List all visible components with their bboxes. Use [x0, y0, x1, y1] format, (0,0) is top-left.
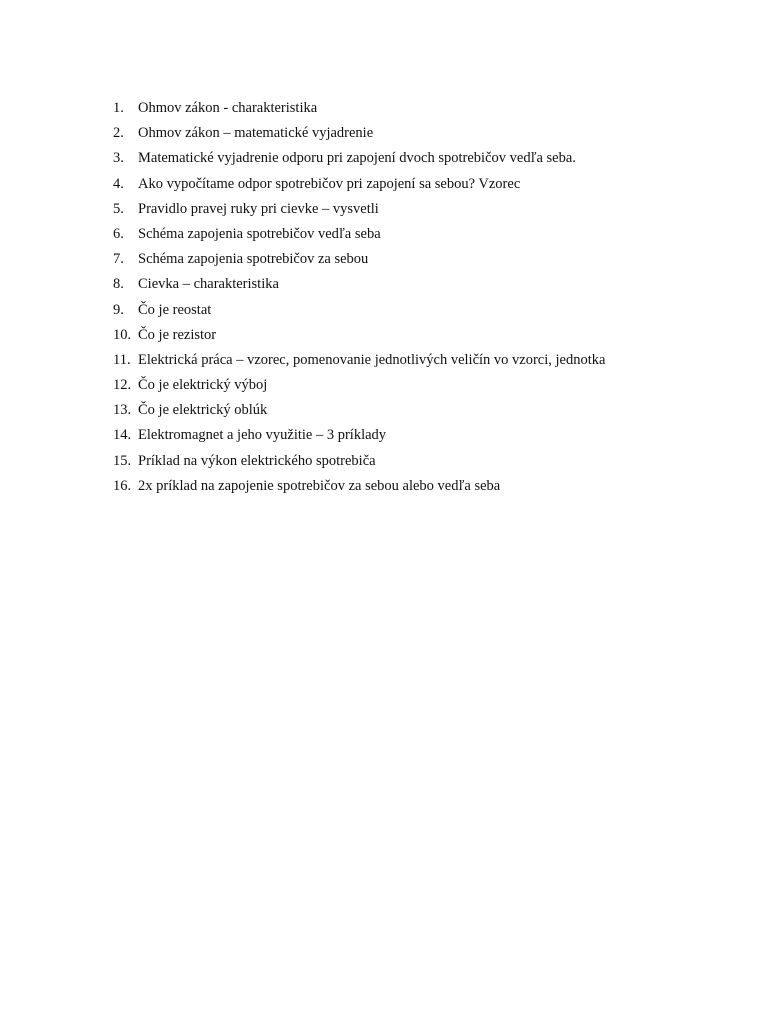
item-number: 12.: [113, 377, 132, 394]
list-item: [113, 449, 605, 474]
item-number: 1.: [113, 100, 124, 116]
list-item: [113, 197, 605, 222]
item-number: 9.: [113, 301, 124, 318]
item-text: Elektrická práca – vzorec, pomenovanie jednotlivých veličín vo vzorci, jednotka: [138, 351, 606, 368]
item-text: Elektromagnet a jeho využitie – 3 príklady: [138, 427, 387, 444]
question-list: [113, 96, 605, 499]
item-text: Príklad na výkon elektrického spotrebiča: [138, 452, 376, 469]
item-number: 2.: [113, 125, 124, 142]
item-number: 14.: [113, 427, 132, 444]
list-item: [113, 272, 605, 297]
item-number: 6.: [113, 225, 124, 242]
item-text: Pravidlo pravej ruky pri cievke – vysvetli: [138, 200, 379, 217]
item-number: 4.: [113, 175, 124, 192]
list-item: [113, 222, 605, 247]
item-number: 5.: [113, 200, 124, 217]
item-text: Čo je elektrický oblúk: [138, 402, 268, 419]
list-item: [113, 146, 605, 171]
item-number: 3.: [113, 150, 124, 167]
item-text: Matematické vyjadrenie odporu pri zapojení dvoch spotrebičov vedľa seba.: [138, 150, 576, 167]
item-number: 10.: [113, 326, 132, 343]
item-number: 11.: [113, 351, 131, 368]
list-item: [113, 423, 605, 448]
item-number: 15.: [113, 452, 132, 469]
item-text: Čo je elektrický výboj: [138, 377, 268, 394]
item-number: 8.: [113, 276, 124, 293]
item-number: 16.: [113, 477, 132, 494]
item-text: Schéma zapojenia spotrebičov za sebou: [138, 251, 369, 268]
list-item: [113, 121, 605, 146]
list-item: [113, 398, 605, 423]
item-text: Čo je rezistor: [138, 326, 217, 343]
item-text: Schéma zapojenia spotrebičov vedľa seba: [138, 225, 381, 242]
item-text: 2x príklad na zapojenie spotrebičov za sebou alebo vedľa seba: [138, 477, 501, 494]
list-item: [113, 373, 605, 398]
item-text: Cievka – charakteristika: [138, 276, 279, 293]
item-text: Ohmov zákon – matematické vyjadrenie: [138, 125, 374, 142]
item-text: Ako vypočítame odpor spotrebičov pri zapojení sa sebou? Vzorec: [138, 175, 521, 192]
list-item: [113, 96, 605, 121]
list-item: [113, 298, 605, 323]
item-text: Čo je reostat: [138, 301, 212, 318]
list-item: [113, 247, 605, 272]
list-item: [113, 172, 605, 197]
item-number: 13.: [113, 402, 132, 419]
item-number: 7.: [113, 251, 124, 268]
list-item: [113, 323, 605, 348]
list-item: [113, 348, 605, 373]
item-text: Ohmov zákon - charakteristika: [138, 100, 318, 116]
list-item: [113, 474, 605, 499]
